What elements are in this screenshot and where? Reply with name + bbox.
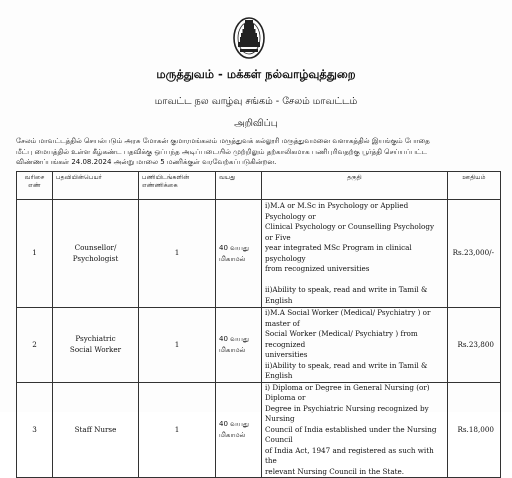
row-sno: 1 — [17, 200, 53, 308]
row-age: 40 வயது மிகாமல் — [216, 200, 262, 308]
row-qualification: i)M.A or M.Sc in Psychology or Applied Psychology or Clinical Psychology or Counselling Psychology or Five year integrated MSc Program in clinical psychology from recognized universities ii)Ability to speak, read and write in Tamil & English — [262, 200, 448, 308]
row-qualification: i)M.A Social Worker (Medical/ Psychiatry ) or master of Social Worker (Medical/ Psychiatry ) from recognized universities ii)Ability to speak, read and write in Tamil & English — [262, 308, 448, 383]
table-row — [17, 308, 501, 383]
row-vacancies: 1 — [139, 308, 216, 383]
row-qualification: i) Diploma or Degree in General Nursing (or) Diploma or Degree in Psychiatric Nursing recognized by Nursing Council of India established under the Nursing Council of India Act, 1947 and registered as such with the relevant Nursing Council in the State. — [262, 382, 448, 478]
row-post: Psychiatric Social Worker — [53, 308, 139, 383]
table-row — [17, 382, 501, 478]
header-age: வயது — [216, 172, 262, 200]
table-header-row — [17, 172, 501, 200]
row-salary: Rs.23,000/- — [448, 200, 501, 308]
header-qualification: தகுதி — [262, 172, 448, 200]
row-sno: 3 — [17, 382, 53, 478]
header-sno: வரிசை எண் — [17, 172, 53, 200]
header-vacancies: பணியிடங்களின் எண்ணிக்கை — [139, 172, 216, 200]
row-salary: Rs.23,800 — [448, 308, 501, 383]
row-age: 40 வயது மிகாமல் — [216, 308, 262, 383]
row-age: 40 வயது மிகாமல் — [216, 382, 262, 478]
header-salary: ஊதியம் — [448, 172, 501, 200]
department-title: மருத்துவம் - மக்கள் நல்வாழ்வுத்துறை — [156, 67, 356, 81]
notice-heading: அறிவிப்பு — [234, 118, 278, 129]
row-post: Counsellor/ Psychologist — [53, 200, 139, 308]
table-row — [17, 200, 501, 308]
row-vacancies: 1 — [139, 382, 216, 478]
row-post: Staff Nurse — [53, 382, 139, 478]
intro-paragraph: சேலம் மாவட்டத்தில் செயல்படும் அரசு மோகன் குமாரமங்கலம் மருத்துவக் கல்லூரி மருத்துவமனை வளாகத்தில் இயங்கும் போதை மீட்பு மையத்தில் உள்ள கீழ்கண்ட பதவிக்கு ஒப்பந்த அடிப்படையில் முற்றிலும் தற்காலிகமாக பணிபுரிவதற்கு பூர்த்தி செய்யப்பட்ட விண்ணப்பங்கள் 24.08.2024 அன்று மாலை 5 மணிக்குள் வரவேற்கப்படுகின்றன. — [16, 137, 430, 166]
row-sno: 2 — [17, 308, 53, 383]
government-emblem-icon — [232, 14, 266, 60]
header-post: பதவியின்பெயர் — [53, 172, 139, 200]
society-title: மாவட்ட நல வாழ்வு சங்கம் - சேலம் மாவட்டம் — [154, 96, 358, 107]
vacancy-table — [16, 171, 501, 478]
row-vacancies: 1 — [139, 200, 216, 308]
row-salary: Rs.18,000 — [448, 382, 501, 478]
